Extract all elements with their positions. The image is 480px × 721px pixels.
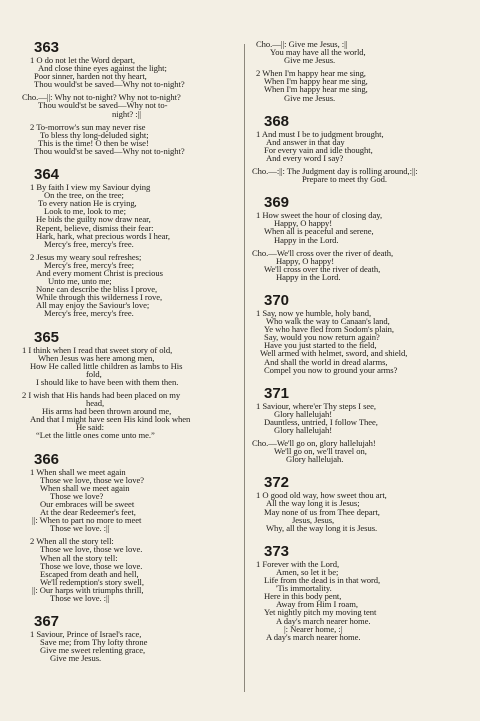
hymn-line: Those we love?: [50, 490, 104, 501]
hymn-line: Happy in the Lord.: [276, 271, 341, 282]
hymn-line: Give me Jesus.: [284, 92, 336, 103]
hymn-line: Happy in the Lord.: [274, 234, 339, 245]
hymn-line: You may have all the world,: [270, 47, 366, 58]
hymn-line: At the dear Redeemer's feet,: [40, 507, 136, 518]
hymn-line: I should like to have been with them then.: [36, 376, 179, 387]
hymn-gap: [252, 102, 474, 114]
hymn-line: Ye who have fled from Sodom's plain,: [264, 324, 394, 335]
hymn-line: 'Tis immortality.: [276, 583, 332, 594]
hymn-number: 371: [264, 384, 290, 402]
hymn-line: Give me Jesus.: [284, 55, 336, 66]
hymn-line: 2 To-morrow's sun may never rise: [30, 121, 146, 132]
hymn-line: Dauntless, untried, I follow Thee,: [264, 416, 378, 427]
hymn-line: head,: [86, 398, 105, 409]
hymn-line: Cho.—We'll cross over the river of death,: [252, 247, 394, 258]
hymn-line: Cho.—:||: The Judgment day is rolling around,:||:: [252, 166, 418, 177]
hymn-line: Escaped from death and hell,: [40, 568, 139, 579]
hymn-line: Life from the dead is in that word,: [264, 575, 381, 586]
right-column: [252, 40, 474, 641]
hymn-line: None can describe the bliss I prove,: [36, 284, 158, 295]
hymn-line: Save me; from Thy lofty throne: [40, 637, 148, 648]
hymn-line: This is the time! O then be wise!: [38, 137, 149, 148]
hymn-line: We'll go on, we'll travel on,: [274, 446, 367, 457]
hymn-number: 368: [264, 112, 290, 130]
hymn-line: Have you just started to the field,: [264, 340, 377, 351]
hymn-line: And answer in that day: [266, 136, 345, 147]
hymn-line: |: Nearer home, :|: [284, 623, 343, 634]
hymn-line: A day's march nearer home.: [276, 615, 371, 626]
hymn-line: Away from Him I roam,: [276, 599, 358, 610]
hymn-line: Give me Jesus.: [50, 653, 102, 664]
hymn-line: Give me sweet relenting grace,: [40, 645, 146, 656]
hymn-line: Those we love. :||: [50, 592, 110, 603]
hymn-line: Here in this body pent,: [264, 591, 342, 602]
hymn-line: Compel you now to ground your arms?: [264, 364, 398, 375]
hymn-gap: [22, 318, 240, 330]
hymn-line: Say, would you now return again?: [264, 332, 380, 343]
hymn-line: And shall the world in dread alarms,: [264, 356, 388, 367]
hymn-line: 1 Say, now ye humble, holy band,: [256, 307, 372, 318]
hymn-line: Repent, believe, dismiss their fear:: [36, 222, 154, 233]
hymn-line: Thou would'st be saved—Why not to-night?: [34, 145, 185, 156]
hymn-number: 365: [34, 328, 60, 346]
hymn-line: Mercy's free, mercy's free;: [44, 259, 135, 270]
hymn-line: Why, all the way long it is Jesus.: [266, 522, 378, 533]
hymn-line: Our embraces will be sweet: [40, 498, 135, 509]
hymn-line: Prepare to meet thy God.: [302, 174, 387, 185]
hymn-block: [252, 114, 474, 184]
hymn-line: ||: When to part no more to meet: [32, 515, 142, 526]
hymn-number: 370: [264, 291, 290, 309]
hymn-line: On the tree, on the tree;: [44, 190, 124, 201]
hymn-line: Who walk the way to Canaan's land,: [266, 316, 390, 327]
hymn-line: Those we love, those we love.: [40, 544, 143, 555]
hymn-block: [22, 167, 240, 318]
hymn-line: He bids the guilty now draw near,: [36, 214, 151, 225]
hymn-line: Those we love, those we love?: [40, 474, 145, 485]
hymn-line: Glory hallelujah.: [286, 454, 344, 465]
hymn-line: When I'm happy hear me sing,: [264, 76, 368, 87]
hymn-line: Jesus, Jesus,: [292, 514, 335, 525]
hymn-number: 373: [264, 542, 290, 560]
hymn-line: 2 I wish that His hands had been placed on my: [22, 390, 181, 400]
hymn-line: 1 Forever with the Lord,: [256, 558, 340, 569]
hymn-line: 1 I think when I read that sweet story of old,: [22, 344, 173, 355]
hymn-line: Those we love, those we love.: [40, 560, 143, 571]
hymn-number: 369: [264, 194, 290, 212]
hymn-block: [252, 544, 474, 641]
hymn-line: A day's march nearer home.: [266, 631, 361, 642]
hymn-line: And every word I say?: [266, 152, 344, 163]
hymn-line: 2 When I'm happy hear me sing,: [256, 68, 366, 79]
hymn-line: Cho.—We'll go on, glory hallelujah!: [252, 438, 376, 449]
hymn-line: Yet nightly pitch my moving tent: [264, 607, 377, 618]
hymn-line: Look to me, look to me;: [44, 206, 126, 217]
hymn-line: Hark, hark, what precious words I hear,: [36, 230, 170, 241]
hymn-line: Thou would'st be saved—Why not to-: [38, 100, 168, 111]
hymn-line: Amen, so let it be;: [276, 566, 339, 577]
hymn-gap: [252, 374, 474, 386]
hymn-block: [22, 40, 240, 155]
hymn-line: 1 Saviour, Prince of Israel's race,: [30, 629, 142, 640]
hymn-line: Happy, O happy!: [276, 255, 335, 266]
hymn-number: 363: [34, 39, 60, 56]
hymn-line: And that I might have seen His kind look when: [30, 414, 191, 425]
hymn-line: May none of us from Thee depart,: [264, 506, 380, 517]
hymn-line: 1 How sweet the hour of closing day,: [256, 210, 383, 221]
hymn-line: ||: Our harps with triumphs thrill,: [32, 584, 144, 595]
hymn-line: All the way long it is Jesus;: [266, 498, 360, 509]
hymn-block: [22, 452, 240, 603]
hymn-line: Well armed with helmet, sword, and shield,: [260, 348, 408, 359]
hymn-line: When shall we meet again: [40, 482, 130, 493]
hymn-line: Cho.—||: Why not to-night? Why not to-night?: [22, 92, 181, 103]
hymn-line: “Let the little ones come unto me.”: [36, 430, 155, 441]
hymn-line: Poor sinner, harden not thy heart,: [34, 71, 147, 82]
hymn-block: [252, 386, 474, 464]
left-column: [22, 40, 240, 662]
hymn-number: 367: [34, 613, 60, 631]
hymn-line: When all the story tell:: [40, 552, 118, 563]
hymn-block: [252, 293, 474, 374]
hymn-number: 372: [264, 474, 290, 492]
hymn-line: When I'm happy hear me sing,: [264, 84, 368, 95]
hymn-line: 2 Jesus my weary soul refreshes;: [30, 251, 142, 262]
hymn-block: [252, 475, 474, 531]
hymn-line: All may enjoy the Saviour's love;: [36, 300, 150, 311]
hymn-line: 1 When shall we meet again: [30, 466, 126, 477]
hymn-line: When Jesus was here among men,: [38, 352, 155, 363]
hymn-line: We'll redemption's story swell,: [40, 576, 144, 587]
hymn-line: We'll cross over the river of death,: [264, 263, 381, 274]
hymn-line: Glory hallelujah!: [274, 408, 333, 419]
hymn-line: Those we love. :||: [50, 523, 110, 534]
hymn-line: fold,: [86, 368, 102, 379]
column-divider: [244, 44, 245, 692]
hymn-line: His arms had been thrown around me,: [42, 406, 172, 417]
hymn-number: 366: [34, 450, 60, 468]
hymn-block: [252, 40, 474, 102]
hymn-line: When all is peaceful and serene,: [264, 226, 374, 237]
hymn-line: Unto me, unto me;: [48, 276, 112, 287]
hymn-line: How He called little children as lambs to His: [30, 360, 183, 371]
hymn-line: 1 By faith I view my Saviour dying: [30, 182, 151, 193]
hymn-block: [252, 195, 474, 281]
hymn-line: Thou would'st be saved—Why not to-night?: [34, 79, 185, 90]
hymn-line: 1 Saviour, where'er Thy steps I see,: [256, 400, 377, 411]
hymn-line: night? :||: [112, 108, 141, 119]
hymn-line: Mercy's free, mercy's free.: [44, 308, 134, 319]
hymn-line: While through this wilderness I rove,: [36, 292, 163, 303]
hymn-block: [22, 614, 240, 662]
hymn-line: To every nation He is crying,: [38, 198, 137, 209]
hymn-line: Mercy's free, mercy's free.: [44, 238, 134, 249]
hymn-line: For every vain and idle thought,: [264, 144, 373, 155]
hymn-block: [22, 330, 240, 440]
hymn-line: 1 O good old way, how sweet thou art,: [256, 490, 387, 501]
hymn-line: Glory hallelujah!: [274, 425, 333, 435]
hymn-line: Cho.—||: Give me Jesus, :||: [256, 39, 348, 49]
hymn-line: He said:: [76, 422, 104, 433]
hymn-number: 364: [34, 166, 60, 184]
hymn-line: Happy, O happy!: [274, 218, 333, 229]
hymn-line: To bless thy long-deluded sight;: [40, 129, 149, 140]
hymn-line: And close thine eyes against the light;: [38, 63, 167, 74]
hymn-line: And every moment Christ is precious: [36, 267, 163, 278]
hymn-line: 1 O do not let the Word depart,: [30, 55, 135, 65]
hymn-line: 1 And must I be to judgment brought,: [256, 128, 384, 139]
hymn-gap: [22, 440, 240, 452]
hymn-line: 2 When all the story tell:: [30, 536, 114, 547]
